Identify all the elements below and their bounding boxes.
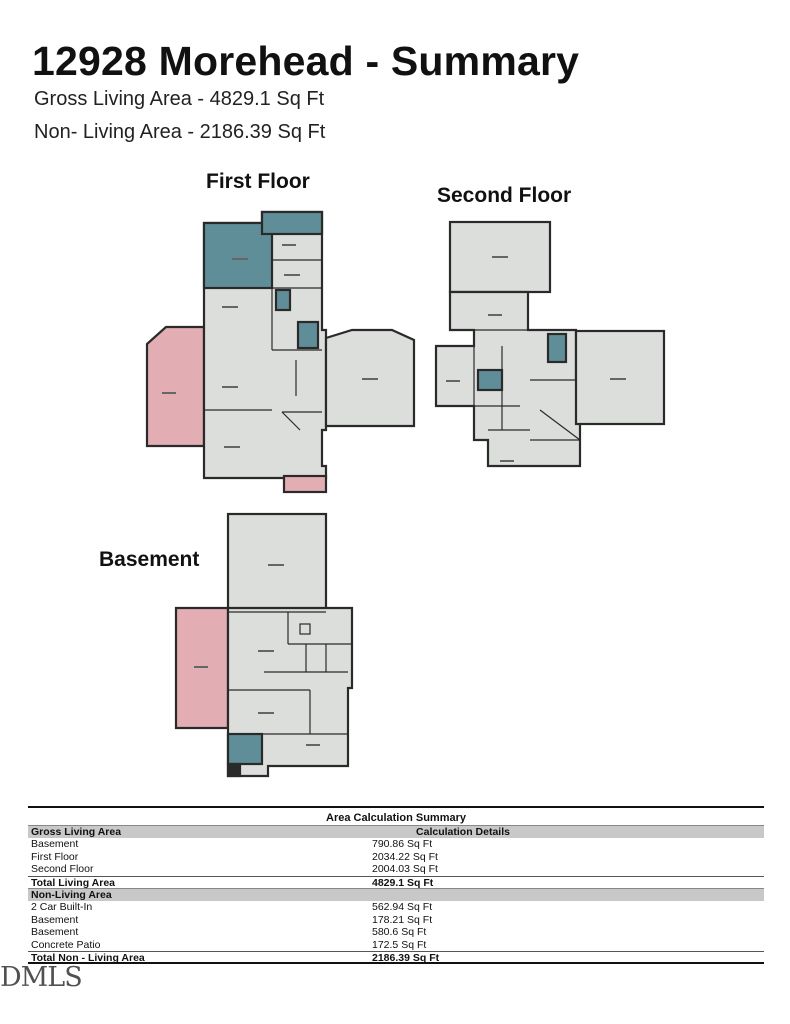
basement-dark-corner <box>228 764 240 776</box>
gross-living-area-header <box>28 825 764 838</box>
second-floor-interior-walls <box>450 292 580 440</box>
non-living-area-label: Non-Living Area <box>31 889 112 901</box>
first-floor-interior-walls <box>204 234 322 430</box>
first-floor-plan <box>147 212 414 492</box>
basement-label: Basement <box>99 548 200 571</box>
table-row: Basement 580.6 Sq Ft <box>31 926 427 938</box>
second-floor-teal-bath <box>548 334 566 362</box>
second-floor-label: Second Floor <box>437 184 572 207</box>
basement-garage <box>228 514 326 612</box>
second-floor-plan <box>436 222 664 466</box>
first-floor-teal-room-2 <box>262 212 322 234</box>
table-row: Concrete Patio 172.5 Sq Ft <box>31 938 427 951</box>
second-floor-bedroom-top <box>450 222 550 292</box>
first-floor-teal-bath-2 <box>276 290 290 310</box>
gross-living-area-text: Gross Living Area - 4829.1 Sq Ft <box>34 88 325 110</box>
area-calculation-summary <box>28 806 764 964</box>
basement-interior-walls <box>228 612 352 734</box>
second-floor-teal-bath-2 <box>478 370 502 390</box>
first-floor-main <box>204 212 326 478</box>
table-row: First Floor 2034.22 Sq Ft <box>31 850 438 863</box>
table-row: Second Floor 2004.03 Sq Ft <box>31 863 438 875</box>
gross-living-area-label: Gross Living Area <box>31 826 122 838</box>
basement-plan <box>176 514 352 776</box>
second-floor-core <box>436 292 580 466</box>
table-row: 2 Car Built-In 562.94 Sq Ft <box>31 901 433 913</box>
second-floor-bedroom-right <box>576 331 664 424</box>
mls-watermark: DMLS <box>0 962 82 993</box>
table-row: Basement 790.86 Sq Ft <box>31 838 433 850</box>
total-living-area-row: Total Living Area 4829.1 Sq Ft <box>28 876 764 889</box>
non-living-area-text: Non- Living Area - 2186.39 Sq Ft <box>34 121 326 143</box>
page-title: 12928 Morehead - Summary <box>32 38 580 84</box>
basement-teal-room <box>228 734 262 764</box>
first-floor-teal-room <box>204 223 272 288</box>
summary-title: Area Calculation Summary <box>326 812 466 824</box>
basement-main <box>228 608 352 776</box>
calculation-details-label: Calculation Details <box>416 826 510 838</box>
table-row: Basement 178.21 Sq Ft <box>31 913 433 926</box>
total-non-living-area-row: Total Non - Living Area 2186.39 Sq Ft <box>28 951 764 964</box>
first-floor-garage <box>326 330 414 426</box>
first-floor-label: First Floor <box>206 170 310 193</box>
non-living-area-header <box>28 888 764 901</box>
first-floor-entry-patio <box>284 476 326 492</box>
basement-patio <box>176 608 228 728</box>
first-floor-teal-bath <box>298 322 318 348</box>
first-floor-patio <box>147 327 204 446</box>
room-annotations <box>162 244 626 746</box>
